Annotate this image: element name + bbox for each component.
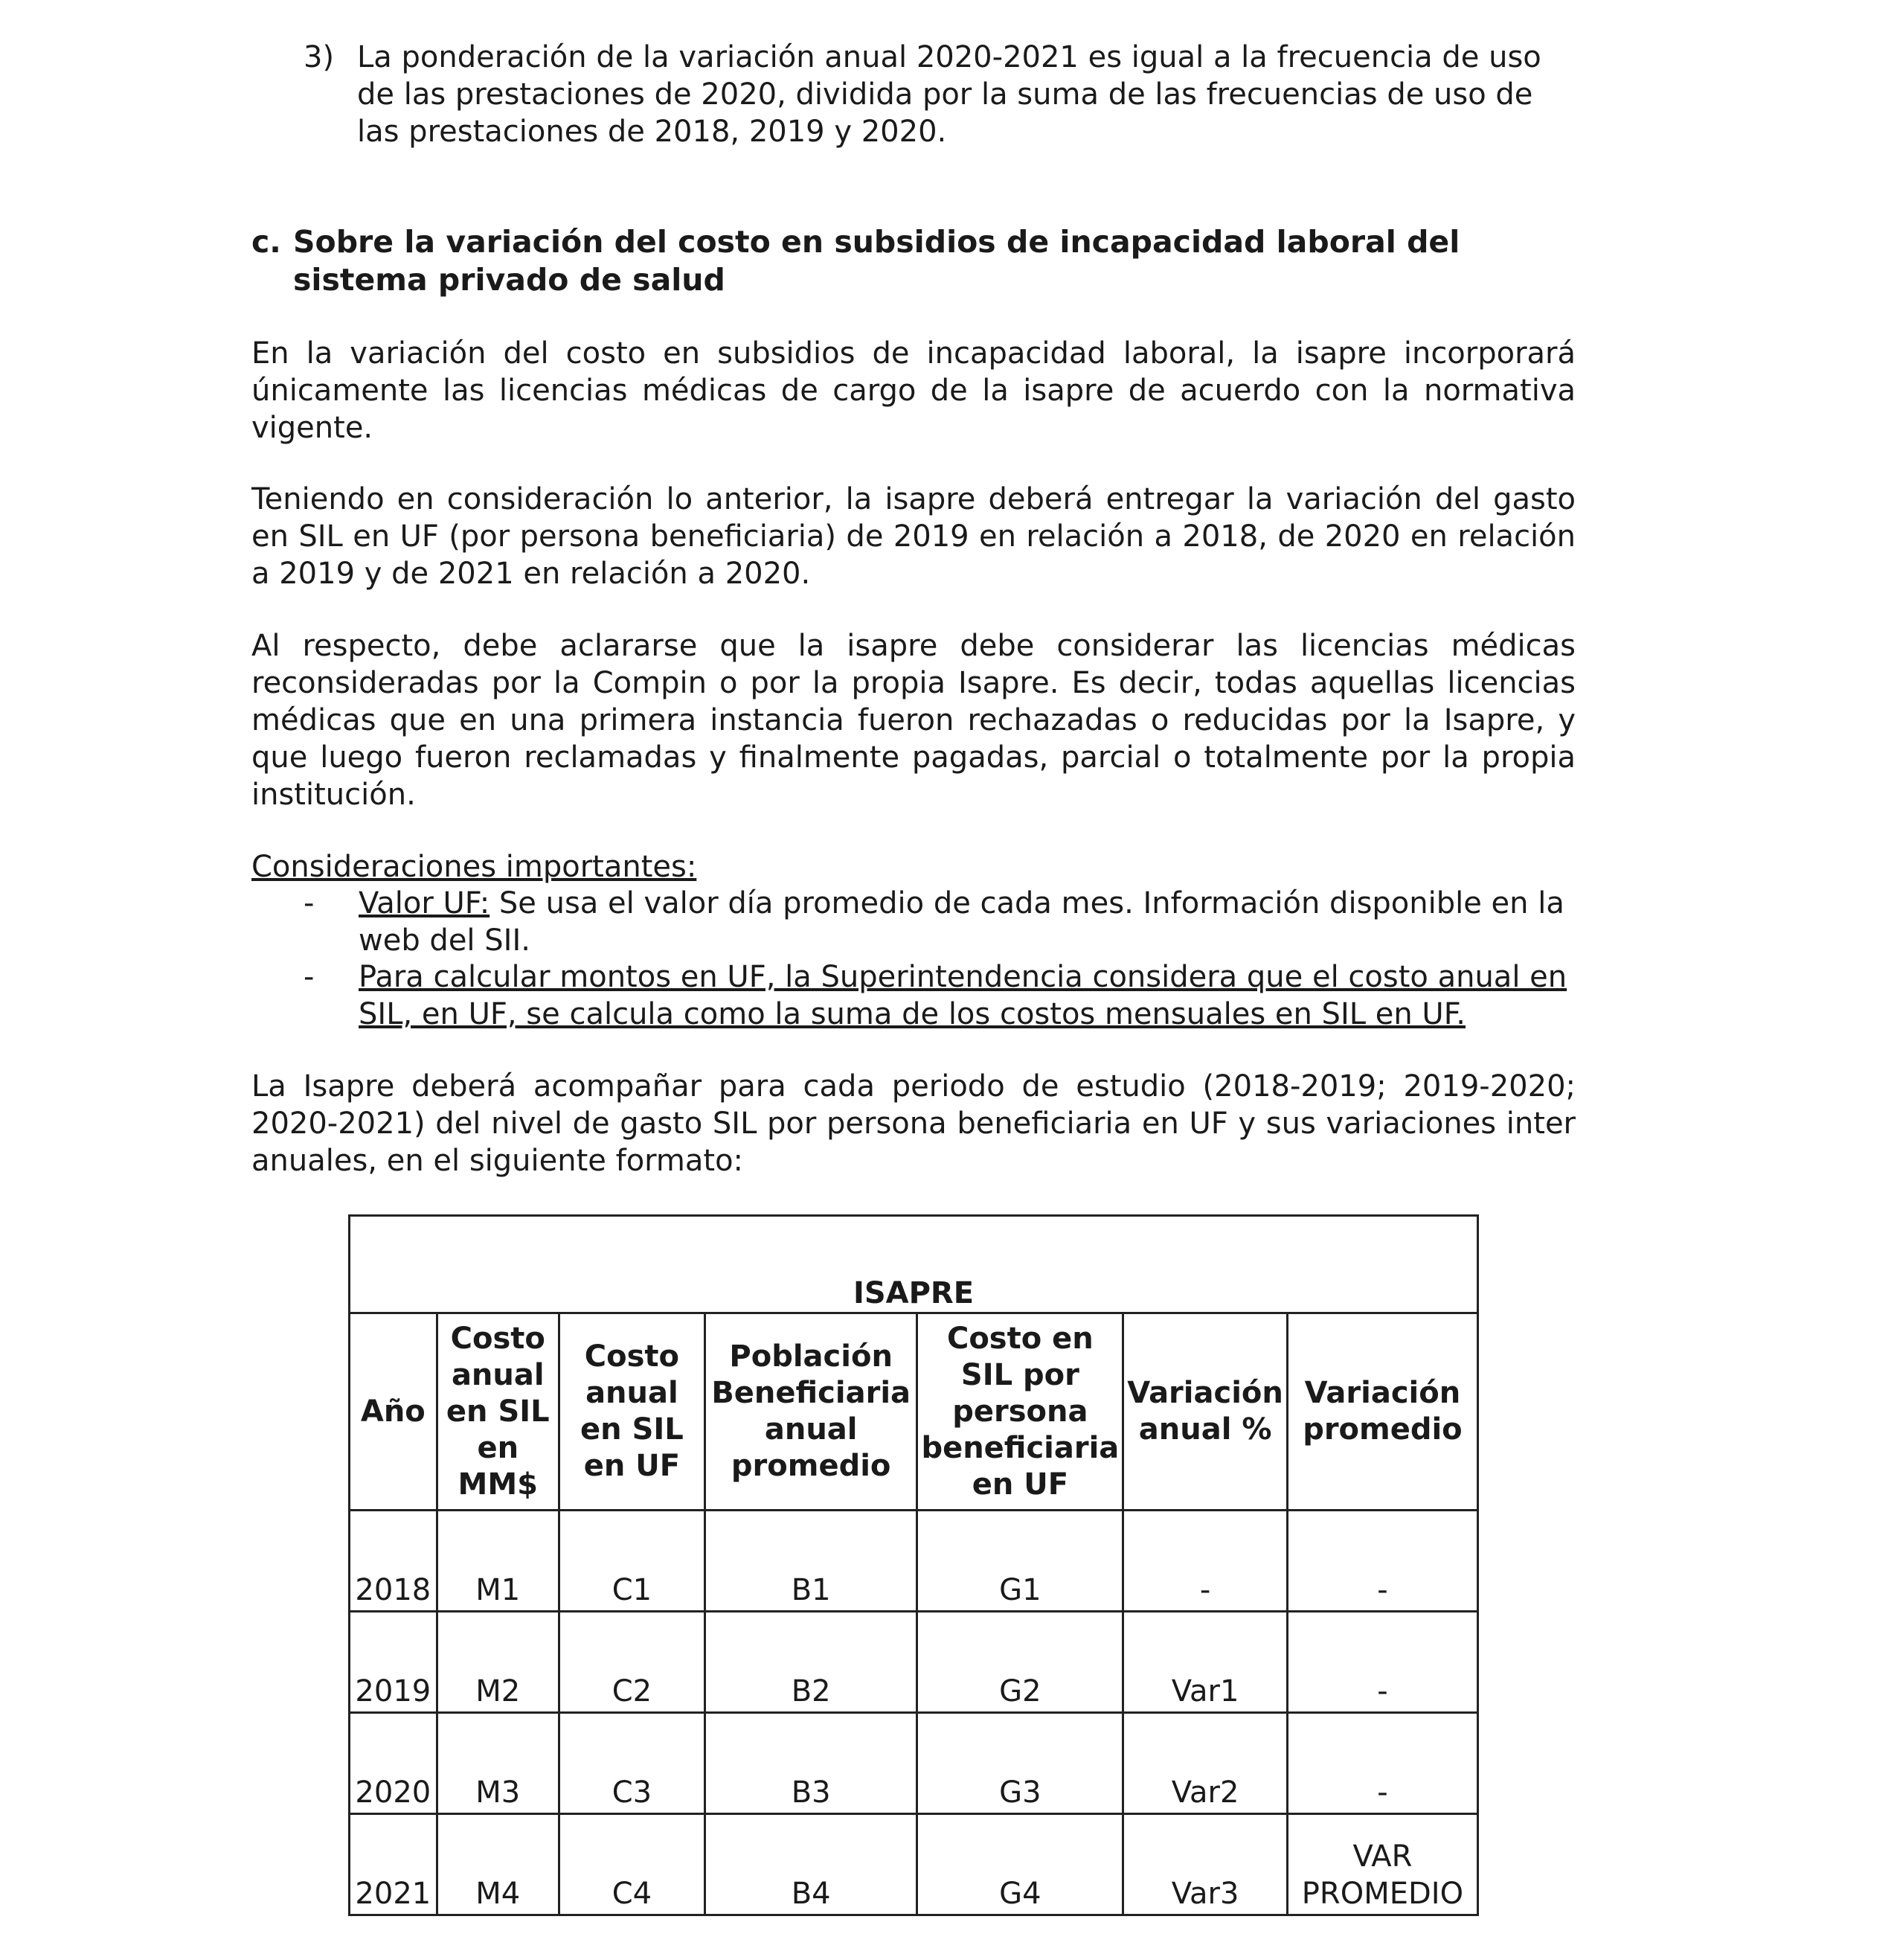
section-title: Sobre la variación del costo en subsidios de incapacidad laboral del sistema privado de salud [293,224,1460,298]
paragraph-3: Al respecto, debe aclararse que la isapre debe considerar las licencias médicas reconsideradas por la Compin o por la propia Isapre. Es decir, todas aquellas licencias médicas que en una primera instancia fueron rechazadas o reducidas por la Isapre, y que luego fueron reclamadas y finalmente pagadas, parcial o totalmente por la propia institución. [251,629,1576,812]
table-cell: 2018 [350,1511,437,1612]
uf-calculation-text: Para calcular montos en UF, la Superintendencia considera que el costo anual en SIL, en UF, se calcula como la suma de los costos mensuales en SIL en UF. [359,960,1567,1031]
table-row [350,1612,1478,1713]
table-header-row [350,1313,1478,1511]
table-cell: G4 [917,1814,1123,1915]
bullet-dash: - [304,960,315,994]
table-cell: B2 [704,1612,917,1713]
uf-value-label: Valor UF: [359,886,490,920]
table-cell: 2019 [350,1612,437,1713]
table-cell: C4 [559,1814,704,1915]
table-cell: G2 [917,1612,1123,1713]
table-cell: - [1287,1511,1477,1612]
table-cell: - [1287,1612,1477,1713]
isapre-table [348,1214,1479,1916]
considerations-title: Consideraciones importantes: [251,850,697,884]
table-cell: VAR PROMEDIO [1287,1814,1477,1915]
header-year: Año [350,1313,437,1511]
uf-value-text: Se usa el valor día promedio de cada mes. Información disponible en la web del SII. [359,886,1564,958]
header-annual-variation: Variación anual % [1123,1313,1288,1511]
table-cell: G3 [917,1713,1123,1814]
paragraph-4: La Isapre deberá acompañar para cada periodo de estudio (2018-2019; 2019-2020; 2020-2021) del nivel de gasto SIL por persona beneficiaria en UF y sus variaciones inter anuales, en el siguiente formato: [251,1069,1576,1178]
header-average-variation: Variación promedio [1287,1313,1477,1511]
table-cell: - [1123,1511,1288,1612]
table-cell: M3 [437,1713,559,1814]
table-cell: 2021 [350,1814,437,1915]
table-cell: M1 [437,1511,559,1612]
table-cell: Var2 [1123,1713,1288,1814]
header-beneficiary-population: Población Beneficiaria anual promedio [704,1313,917,1511]
table-cell: Var3 [1123,1814,1288,1915]
table-cell: M2 [437,1612,559,1713]
item-marker: 3) [304,40,335,74]
header-cost-per-beneficiary: Costo en SIL por persona beneficiaria en UF [917,1313,1123,1511]
table-row [350,1511,1478,1612]
table-cell: M4 [437,1814,559,1915]
table-title-row [350,1216,1478,1313]
table-cell: C1 [559,1511,704,1612]
table-cell: B3 [704,1713,917,1814]
table-cell: B1 [704,1511,917,1612]
table-cell: Var1 [1123,1612,1288,1713]
table-cell: B4 [704,1814,917,1915]
table-cell: C3 [559,1713,704,1814]
table-cell: 2020 [350,1713,437,1814]
header-annual-cost-mm: Costo anual en SIL en MM$ [437,1313,559,1511]
paragraph-1: En la variación del costo en subsidios de incapacidad laboral, la isapre incorporará únicamente las licencias médicas de cargo de la isapre de acuerdo con la normativa vigente. [251,336,1576,445]
section-letter: c. [251,224,281,260]
paragraph-2: Teniendo en consideración lo anterior, la isapre deberá entregar la variación del gasto en SIL en UF (por persona beneficiaria) de 2019 en relación a 2018, de 2020 en relación a 2019 y de 2021 en relación a 2020. [251,482,1576,591]
table-title: ISAPRE [350,1216,1478,1313]
table-row [350,1814,1478,1915]
table-row [350,1713,1478,1814]
item-text: La ponderación de la variación anual 2020-2021 es igual a la frecuencia de uso de las prestaciones de 2020, dividida por la suma de las frecuencias de uso de las prestaciones de 2018, 2019 y 2020. [357,40,1541,149]
bullet-dash: - [304,886,315,920]
table-cell: - [1287,1713,1477,1814]
table-cell: C2 [559,1612,704,1713]
table-cell: G1 [917,1511,1123,1612]
header-annual-cost-uf: Costo anual en SIL en UF [559,1313,704,1511]
